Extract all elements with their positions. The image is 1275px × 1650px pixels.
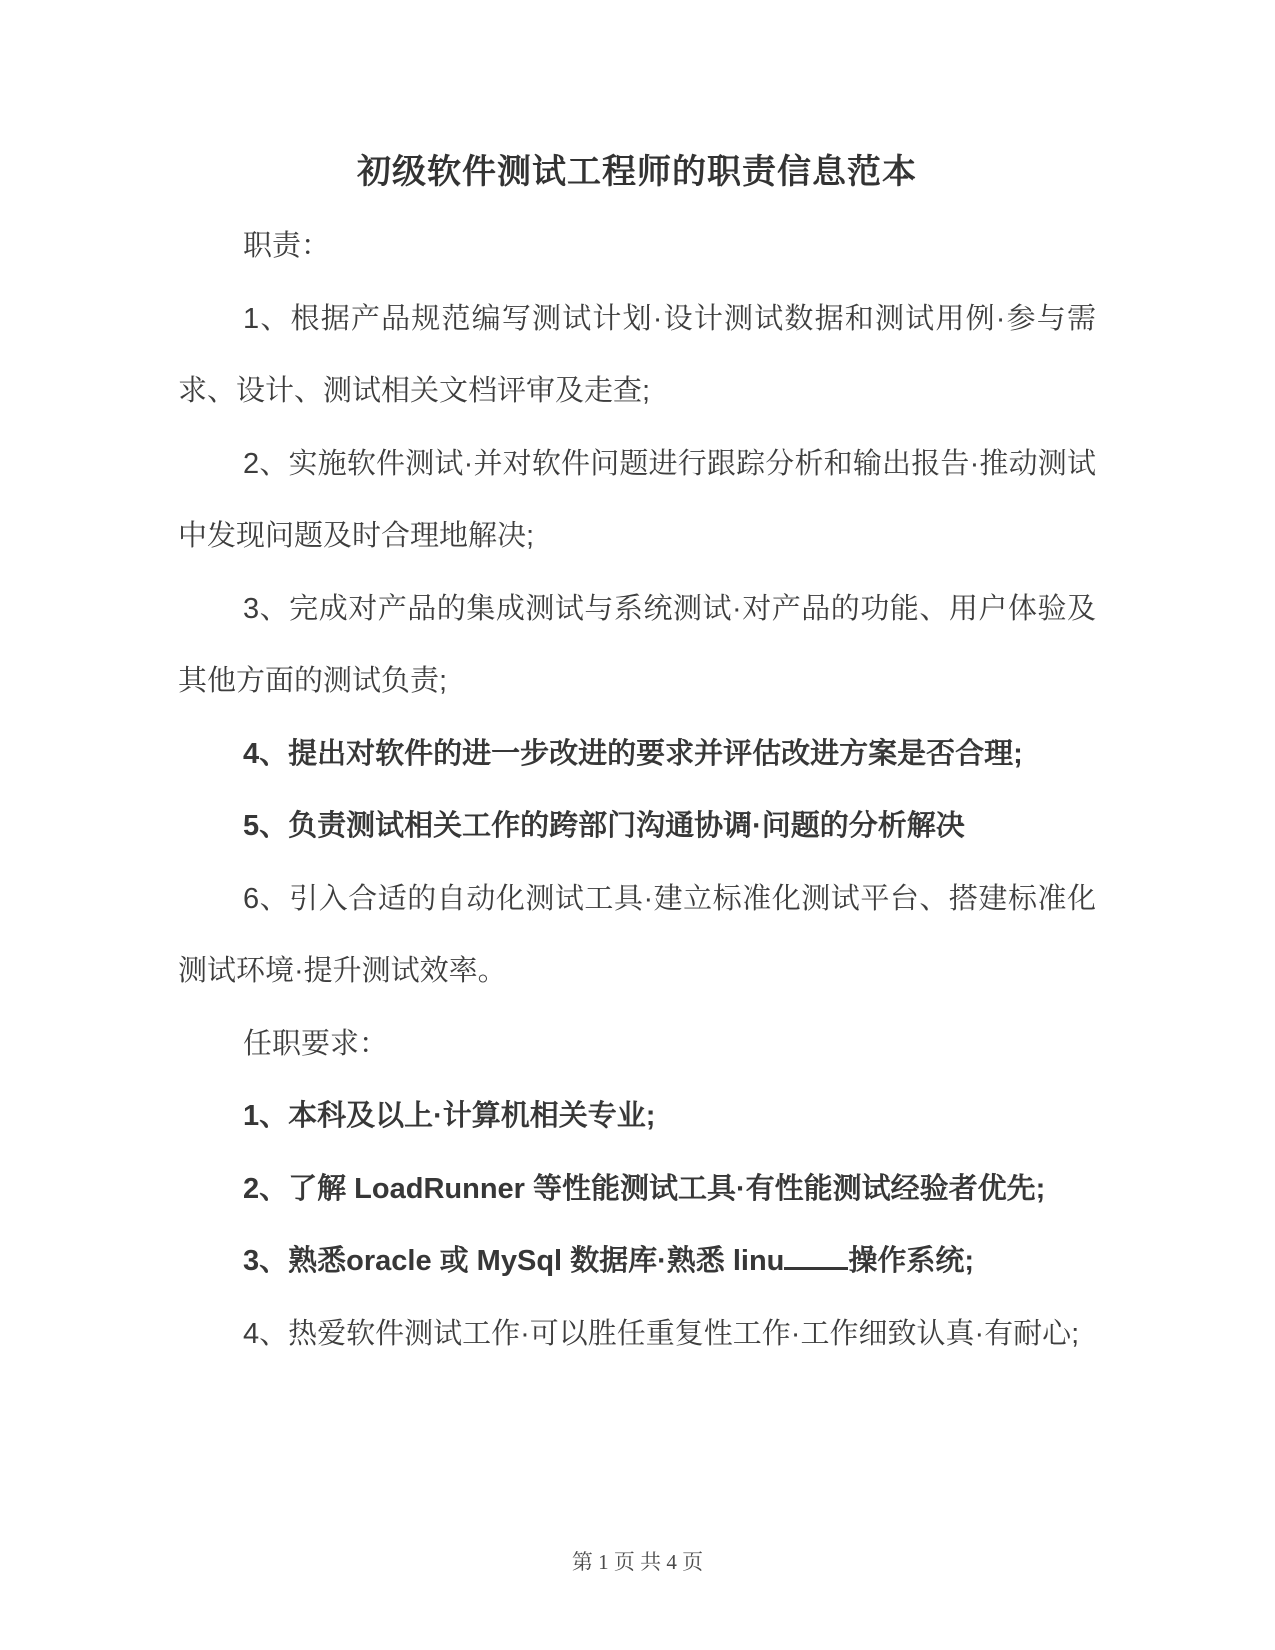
requirement-item-3 [178, 1225, 1096, 1298]
requirement-item-2: 2、了解 LoadRunner 等性能测试工具·有性能测试经验者优先; [243, 1172, 1046, 1205]
document-title: 初级软件测试工程师的职责信息范本 [357, 153, 917, 191]
requirement-item-1: 1、本科及以上·计算机相关专业; [243, 1100, 656, 1132]
duties-heading: 职责： [243, 230, 331, 262]
duty-item-3: 3、完成对产品的集成测试与系统测试·对产品的功能、用户体验及其他方面的测试负责; [178, 592, 1096, 697]
page-number-footer: 第 1 页 共 4 页 [571, 1550, 704, 1574]
fill-in-blank [784, 1238, 848, 1270]
duty-item-5: 5、负责测试相关工作的跨部门沟通协调·问题的分析解决 [243, 810, 965, 842]
requirement-item-3-suffix: 操作系统; [848, 1245, 975, 1277]
requirement-item-3-prefix: 3、熟悉oracle 或 MySql 数据库·熟悉 linu [243, 1245, 785, 1277]
requirements-heading: 任职要求： [243, 1027, 389, 1060]
duty-item-2: 2、实施软件测试·并对软件问题进行跟踪分析和输出报告·推动测试中发现问题及时合理地解决; [178, 447, 1096, 552]
duty-item-6: 6、引入合适的自动化测试工具·建立标准化测试平台、搭建标准化测试环境·提升测试效率。 [178, 882, 1096, 987]
duty-item-1: 1、根据产品规范编写测试计划·设计测试数据和测试用例·参与需求、设计、测试相关文档评审及走查; [178, 302, 1096, 407]
requirement-item-4: 4、热爱软件测试工作·可以胜任重复性工作·工作细致认真·有耐心; [243, 1317, 1080, 1350]
document-body [178, 148, 1096, 1370]
duty-item-4: 4、提出对软件的进一步改进的要求并评估改进方案是否合理; [243, 737, 1023, 770]
